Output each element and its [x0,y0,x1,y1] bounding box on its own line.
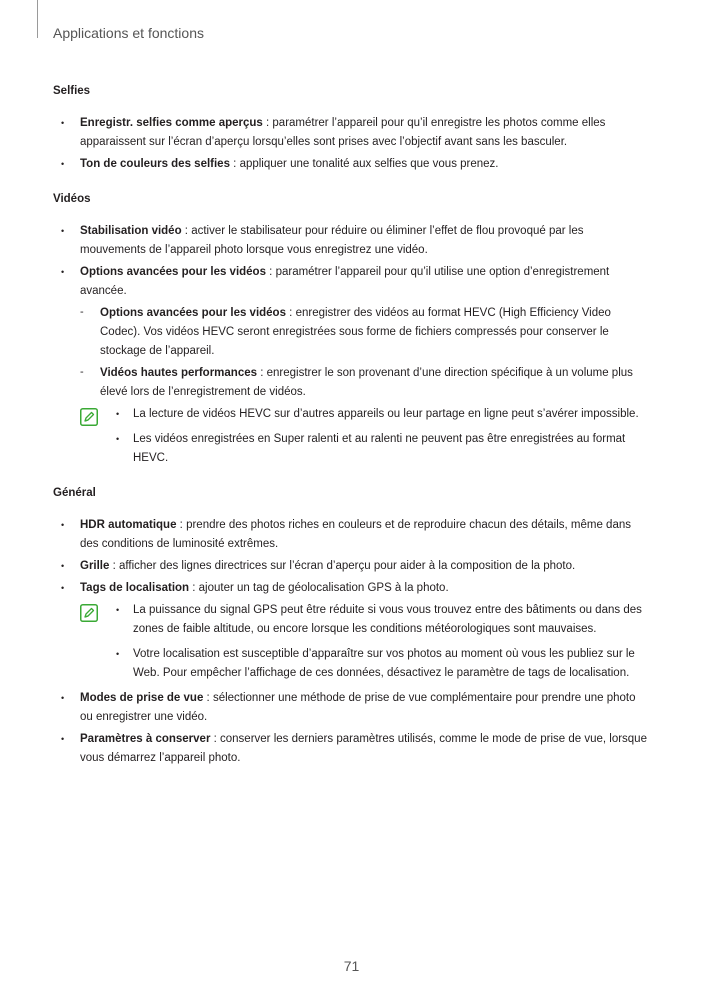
note-item: • La lecture de vidéos HEVC sur d’autres appareils ou leur partage en ligne peut s’avérer impossible. [53,405,648,424]
list-item: • Options avancées pour les vidéos : paramétrer l’appareil pour qu’il utilise une option d’enregistrement avancée. [53,263,648,301]
list-item: • Grille : afficher des lignes directrices sur l’écran d’aperçu pour aider à la composition de la photo. [53,557,648,576]
list-item: • Modes de prise de vue : sélectionner une méthode de prise de vue complémentaire pour prendre une photo ou enregistrer une vidéo. [53,689,648,727]
note-item: • Votre localisation est susceptible d’apparaître sur vos photos au moment où vous les publiez sur le Web. Pour empêcher l’affichage de ces données, désactivez le paramètre de tags de localisation. [53,645,648,683]
list-item: • Ton de couleurs des selfies : appliquer une tonalité aux selfies que vous prenez. [53,155,648,174]
page-content [53,82,648,771]
list-item: • HDR automatique : prendre des photos riches en couleurs et de reproduire chacun des détails, même dans des conditions de luminosité extrêmes. [53,516,648,554]
section-title-general: Général [53,487,96,499]
section-title-videos: Vidéos [53,193,91,205]
section-title-selfies: Selfies [53,85,91,97]
note-block [53,405,648,468]
page-number: 71 [343,958,360,974]
note-block [53,601,648,683]
page-header-title: Applications et fonctions [53,25,204,41]
list-item: • Paramètres à conserver : conserver les derniers paramètres utilisés, comme le mode de prise de vue, lorsque vous démarrez l’appareil photo. [53,730,648,768]
note-item: • Les vidéos enregistrées en Super ralenti et au ralenti ne peuvent pas être enregistrées au format HEVC. [53,430,648,468]
list-item: • Tags de localisation : ajouter un tag de géolocalisation GPS à la photo. [53,579,648,598]
note-item: • La puissance du signal GPS peut être réduite si vous vous trouvez entre des bâtiments ou dans des zones de faible altitude, ou encore lorsque les conditions météorologiques sont mauvaises. [53,601,648,639]
header-rule [37,0,38,38]
list-item: • Stabilisation vidéo : activer le stabilisateur pour réduire ou éliminer l’effet de flou provoqué par les mouvements de l’appareil photo lorsque vous enregistrez une vidéo. [53,222,648,260]
list-item: • Enregistr. selfies comme aperçus : paramétrer l’appareil pour qu’il enregistre les photos comme elles apparaissent sur l’écran d’aperçu lorsqu’elles sont prises avec l’objectif avant sans les basculer. [53,114,648,152]
sub-list-item: - Vidéos hautes performances : enregistrer le son provenant d’une direction spécifique à un volume plus élevé lors de l’enregistrement de vidéos. [53,364,648,402]
sub-list-item: - Options avancées pour les vidéos : enregistrer des vidéos au format HEVC (High Efficiency Video Codec). Vos vidéos HEVC seront enregistrées sous forme de fichiers compressés pour conserver le stockage de l’appareil. [53,304,648,361]
